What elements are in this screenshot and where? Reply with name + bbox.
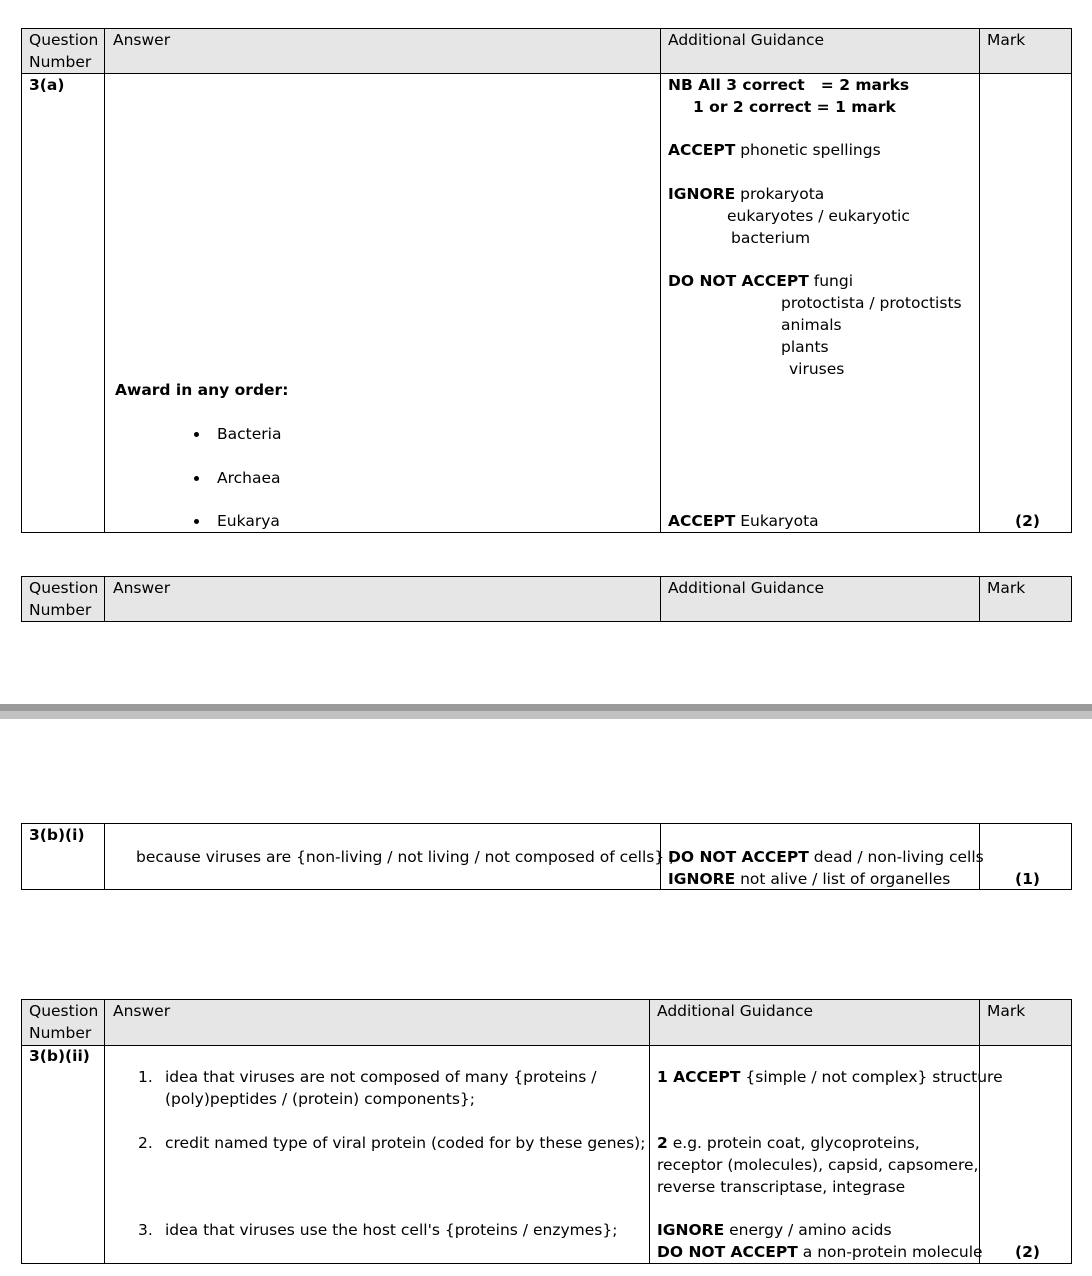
guidance-point-3-dna [657,1241,983,1263]
g1-label: 1 ACCEPT [657,1068,741,1086]
answer-item: Archaea [217,469,281,487]
guidance-point-1 [657,1066,1003,1088]
g2-text: receptor (molecules), capsid, capsomere, [657,1156,979,1174]
col-divider [104,28,105,533]
question-number: 3(a) [29,76,65,94]
award-heading: Award in any order: [115,381,289,399]
ignore-label: IGNORE [668,185,736,203]
table-3bii-header-divider [21,1045,1072,1046]
dna-item: animals [781,316,842,334]
table-3a-header-bg [22,29,1071,73]
col-divider [104,999,105,1264]
guidance-do-not-accept [668,270,853,292]
header-question: Question [29,579,99,597]
dna-label: DO NOT ACCEPT [668,848,809,866]
dna-text: dead / non-living cells [813,848,984,866]
accept2-text: Eukaryota [740,512,819,530]
header-guidance: Additional Guidance [668,31,825,49]
header-mark: Mark [987,31,1026,49]
dna-label: DO NOT ACCEPT [668,272,809,290]
point-number: 3. [138,1221,153,1239]
header-answer: Answer [113,1002,171,1020]
g2-text: e.g. protein coat, glycoproteins, [672,1134,920,1152]
g3b-label: DO NOT ACCEPT [657,1243,798,1261]
header-number: Number [29,601,92,619]
accept2-label: ACCEPT [668,512,736,530]
guidance-point-2 [657,1132,920,1154]
header-answer: Answer [113,31,171,49]
col-divider [104,823,105,890]
point-number: 1. [138,1068,153,1086]
g2-text: reverse transcriptase, integrase [657,1178,906,1196]
point-text: idea that viruses use the host cell's {proteins / enzymes}; [165,1221,618,1239]
guidance-do-not-accept [668,846,984,868]
header-guidance: Additional Guidance [657,1002,814,1020]
guidance-nb-line2: 1 or 2 correct = 1 mark [693,98,896,116]
page-separator [0,704,1092,711]
mark-value: (2) [1015,1243,1040,1261]
header-question: Question [29,1002,99,1020]
guidance-ignore [668,183,824,205]
table-3bii-header-bg [22,1000,1071,1045]
col-divider [104,576,105,622]
col-divider [979,576,980,622]
header-answer: Answer [113,579,171,597]
ignore-item: prokaryota [740,185,825,203]
mark-value: (2) [1015,512,1040,530]
answer-item: Eukarya [217,512,280,530]
g2-label: 2 [657,1134,668,1152]
dna-item: fungi [813,272,854,290]
answer-item: Bacteria [217,425,282,443]
guidance-nb-line1: NB All 3 correct = 2 marks [668,76,910,94]
guidance-ignore [668,868,950,890]
header-guidance: Additional Guidance [668,579,825,597]
accept-label: ACCEPT [668,141,736,159]
point-text: (poly)peptides / (protein) components}; [165,1090,475,1108]
guidance-point-3-ignore [657,1219,892,1241]
ignore-item: bacterium [731,229,811,247]
ignore-label: IGNORE [668,870,736,888]
ignore-text: not alive / list of organelles [740,870,951,888]
header-number: Number [29,53,92,71]
header-mark: Mark [987,1002,1026,1020]
point-text: idea that viruses are not composed of many {proteins / [165,1068,597,1086]
dna-item: viruses [789,360,845,378]
ignore-item: eukaryotes / eukaryotic [727,207,910,225]
point-number: 2. [138,1134,153,1152]
header-number: Number [29,1024,92,1042]
header-question: Question [29,31,99,49]
guidance-accept [668,139,881,161]
mark-value: (1) [1015,870,1040,888]
col-divider [660,576,661,622]
dna-item: plants [781,338,829,356]
table-header-repeat [21,576,1072,622]
col-divider [649,999,650,1264]
dna-item: protoctista / protoctists [781,294,962,312]
col-divider [660,28,661,533]
page-separator [0,711,1092,719]
g3b-text: a non-protein molecule [802,1243,983,1261]
col-divider [979,999,980,1264]
table-3a [21,28,1072,533]
answer-text: because viruses are {non-living / not living / not composed of cells} ; [136,848,675,866]
col-divider [979,28,980,533]
question-number: 3(b)(i) [29,826,85,844]
question-number: 3(b)(ii) [29,1047,90,1065]
g3a-label: IGNORE [657,1221,725,1239]
g1-text: {simple / not complex} structure [745,1068,1003,1086]
g3a-text: energy / amino acids [729,1221,892,1239]
table-3a-header-divider [21,73,1072,74]
accept-text: phonetic spellings [735,141,881,159]
point-text: credit named type of viral protein (coded for by these genes); [165,1134,646,1152]
guidance-accept-eukaryota [668,510,819,532]
header-mark: Mark [987,579,1026,597]
